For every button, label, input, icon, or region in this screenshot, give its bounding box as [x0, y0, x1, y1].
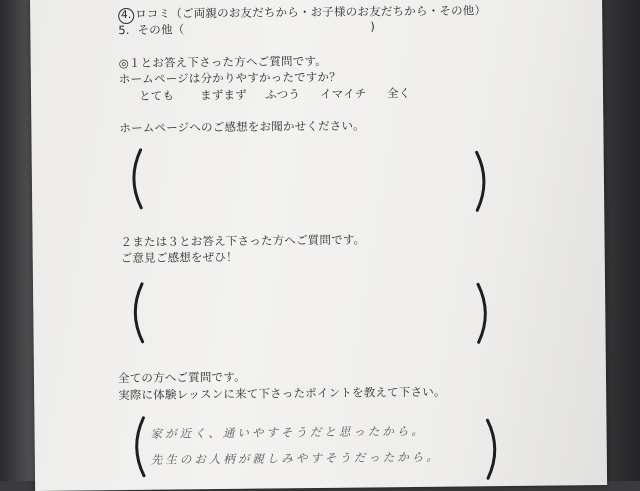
rating-option-2[interactable]: まずまず [199, 87, 247, 103]
handwritten-answer-line-2: 先生のお人柄が親しみやすそうだったから。 [150, 449, 441, 467]
option-4-number: 4. [118, 8, 134, 24]
option-5-text: 5．その他（ [118, 22, 185, 38]
homepage-impression-question: ホームページへのご感想をお聞かせください。 [119, 118, 365, 136]
q23-intro-question: ２または３とお答え下さった方へご質問です。 [120, 232, 366, 250]
homepage-easy-question: ホームページは分かりやすかったですか？ [118, 69, 341, 87]
rating-option-1[interactable]: とても [138, 88, 175, 103]
all-intro-question: 全ての方へご質問です。 [117, 369, 246, 386]
rating-option-3[interactable]: ふつう [264, 87, 301, 102]
q23-request: ご意見ご感想をぜひ！ [120, 249, 238, 266]
rating-option-4[interactable]: イマイチ [319, 86, 367, 101]
option-5-close-paren: ) [370, 19, 376, 34]
lesson-point-question: 実際に体験レッスンに来て下さったポイントを教えて下さい。 [118, 384, 446, 403]
answer-box-2-right-paren [473, 282, 496, 344]
rating-option-5[interactable]: 全く [386, 86, 411, 101]
option-5 [118, 21, 184, 38]
answer-box-1-left-paren [125, 148, 148, 210]
answer-box-3-right-paren [482, 418, 505, 480]
homepage-intro-question: ◎１とお答え下さった方へご質問です。 [118, 53, 327, 71]
handwritten-answer-line-1: 家が近く、通いやすそうだと思ったから。 [150, 423, 426, 441]
answer-box-3-left-paren [127, 416, 150, 478]
answer-box-1-right-paren [472, 150, 495, 212]
answer-box-2-left-paren [126, 282, 149, 344]
survey-sheet [30, 0, 607, 491]
option-4-text: ロコミ（ご両親のお友だちから・お子様のお友だちから・その他） [135, 3, 487, 21]
